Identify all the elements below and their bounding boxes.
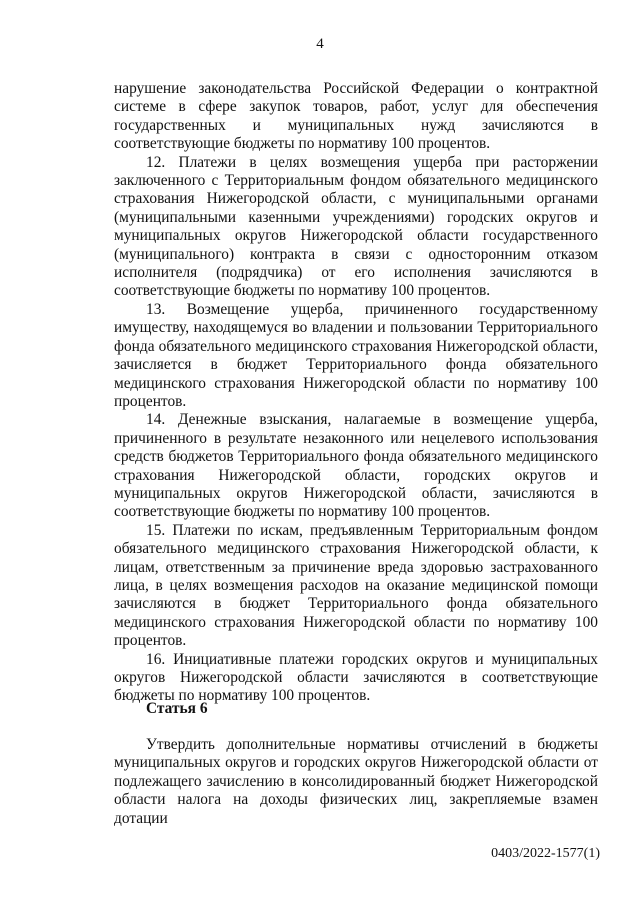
paragraph-16: 16. Инициативные платежи городских округов и муниципальных округов Нижегородской области зачисляются в соответствующие бюджеты по нормативу 100 процентов. [114,650,598,705]
page-number: 4 [316,36,324,52]
paragraph-continuation: нарушение законодательства Российской Федерации о контрактной системе в сфере закупок товаров, работ, услуг для обеспечения государственных и муниципальных нужд зачисляются в соответствующие бюджеты по нормативу 100 процентов. [114,80,598,153]
paragraph-15: 15. Платежи по искам, предъявленным Территориальным фондом обязательного медицинского страхования Нижегородской области, к лицам, ответственным за причинение вреда здоровью застрахованного лица, в целях возмещения расходов на оказание медицинской помощи зачисляются в бюджет Территориального фонда обязательного медицинского страхования Нижегородской области по нормативу 100 процентов. [114,521,598,650]
article-heading: Статья 6 [146,700,208,717]
document-code: 0403/2022-1577(1) [491,846,600,861]
paragraph-14: 14. Денежные взыскания, налагаемые в возмещение ущерба, причиненного в результате незаконного или нецелевого использования средств бюджетов Территориального фонда обязательного медицинского страхования Нижегородской области, городских округов и муниципальных округов Нижегородской области, зачисляются в соответствующие бюджеты по нормативу 100 процентов. [114,411,598,521]
article-paragraph: Утвердить дополнительные нормативы отчислений в бюджеты муниципальных округов и городских округов Нижегородской области от подлежащего зачислению в консолидированный бюджет Нижегородской области налога на доходы физических лиц, закрепляемые взамен дотации [114,736,598,827]
paragraph-13: 13. Возмещение ущерба, причиненного государственному имуществу, находящемуся во владении и пользовании Территориального фонда обязательного медицинского страхования Нижегородской области, зачисляется в бюджет Территориального фонда обязательного медицинского страхования Нижегородской области по нормативу 100 процентов. [114,300,598,410]
article-body [114,736,598,828]
document-body [114,80,598,706]
paragraph-12: 12. Платежи в целях возмещения ущерба при расторжении заключенного с Территориальным фондом обязательного медицинского страхования Нижегородской области, с муниципальными органами (муниципальными казенными учреждениями) городских округов и муниципальных округов Нижегородской области государственного (муниципального) контракта в связи с односторонним отказом исполнителя (подрядчика) от его исполнения зачисляются в соответствующие бюджеты по нормативу 100 процентов. [114,153,598,300]
